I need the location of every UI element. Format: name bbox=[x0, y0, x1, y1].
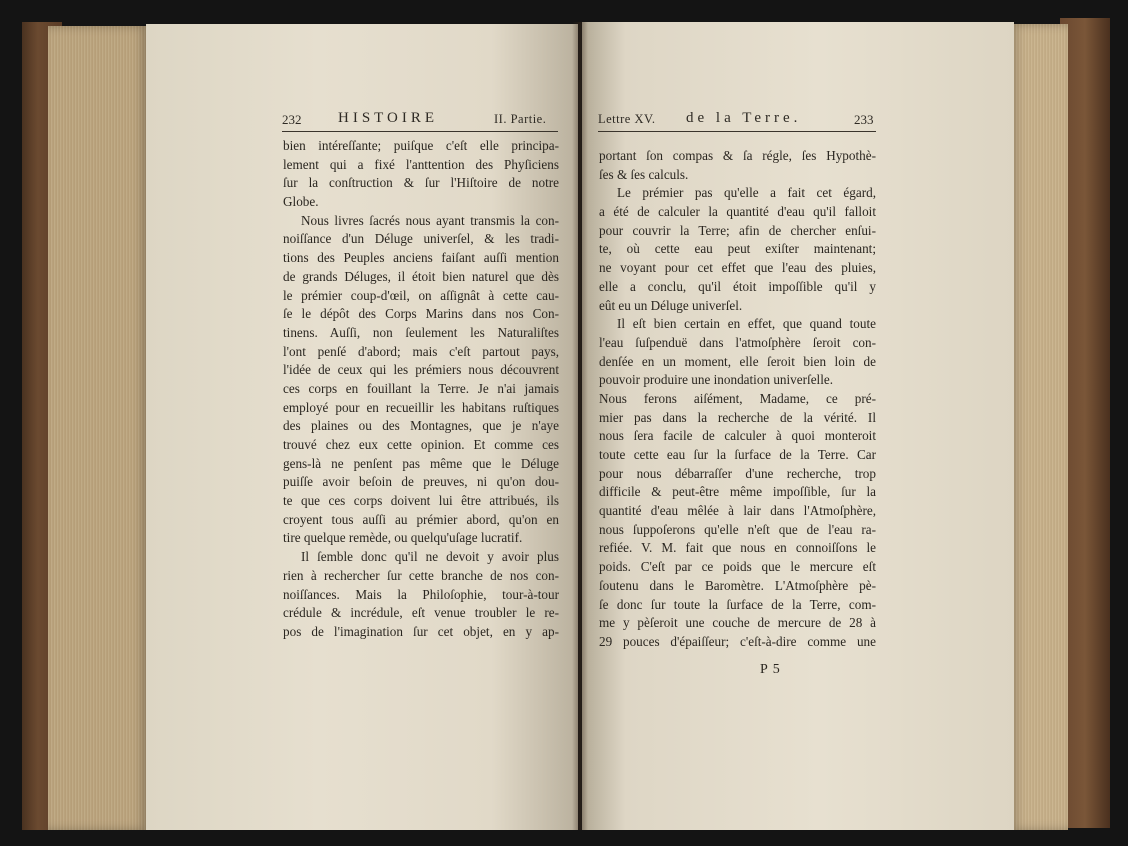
text-line: Nous livres ſacrés nous ayant transmis la con- bbox=[301, 212, 559, 228]
text-line: l'idée de ceux qui les prémiers nous découvrent bbox=[283, 362, 559, 378]
right-running-title: de la Terre. bbox=[686, 110, 802, 126]
text-line: ne voyant pour cet effet que l'eau des pluies, bbox=[599, 260, 876, 276]
left-running-title: HISTOIRE bbox=[338, 110, 439, 126]
text-line: portant ſon compas & ſa régle, ſes Hypothè- bbox=[599, 148, 876, 163]
text-line: crédule & incrédule, eſt venue troubler le re- bbox=[283, 605, 559, 621]
text-line: difficile & peut-être même impoſſible, ſur la bbox=[599, 484, 876, 500]
text-line: employé pour en recueillir les habitans ruſtiques bbox=[283, 399, 559, 415]
text-line: ſur la conſtruction & ſur l'Hiſtoire de notre bbox=[283, 175, 559, 191]
text-line: poids. C'eſt par ce poids que le mercure eſt bbox=[599, 559, 876, 575]
text-line: noiſſances. Mais la Philoſophie, tour-à-tour bbox=[283, 586, 559, 602]
text-line: pouvoir produire une inondation univerſelle. bbox=[599, 372, 834, 388]
text-line: gens-là ne penſent pas même que le Déluge bbox=[283, 455, 559, 471]
signature-mark: P 5 bbox=[760, 662, 781, 677]
text-line: pour nous débarraſſer d'une recherche, trop bbox=[599, 465, 876, 481]
text-line: le prémier coup-d'œil, on aſſignât à cette cau- bbox=[283, 287, 559, 303]
text-line: ſoutenu dans le Baromètre. L'Atmoſphère pè- bbox=[599, 577, 876, 593]
text-line: quantité d'eau mêlée à lair dans l'Atmoſphère, bbox=[599, 503, 876, 519]
text-line: Il ſemble donc qu'il ne devoit y avoir plus bbox=[301, 549, 559, 565]
text-line: te, où cette eau peut exiſter maintenant; bbox=[599, 241, 876, 257]
right-running-head bbox=[598, 110, 878, 132]
text-line: denſée en un moment, elle ſeroit bien loin de bbox=[599, 353, 876, 369]
left-page-text bbox=[283, 137, 559, 642]
text-line: 29 pouces d'épaiſſeur; c'eſt-à-dire comme une bbox=[599, 633, 876, 649]
text-line: rien à rechercher ſur cette branche de nos con- bbox=[283, 567, 559, 583]
book-gutter bbox=[572, 22, 588, 830]
text-line: trouvé chez eux cette opinion. Et comme ces bbox=[283, 437, 559, 452]
text-line: a été de calculer la quantité d'eau qu'il falloit bbox=[599, 204, 876, 220]
left-header-rule bbox=[282, 131, 558, 132]
text-line: Globe. bbox=[283, 194, 319, 210]
text-line: des plaines ou des Montagnes, que je n'aye bbox=[283, 418, 559, 434]
text-line: pos de l'imagination ſur cet objet, en y ap- bbox=[283, 623, 559, 639]
right-page-number: 233 bbox=[854, 112, 874, 127]
text-line: nous ſera facile de calculer à quoi monteroit bbox=[599, 428, 876, 444]
right-header-rule bbox=[598, 131, 876, 132]
text-line: noiſſance d'un Déluge univerſel, & les tradi- bbox=[283, 231, 559, 247]
text-line: te que ces corps doivent lui être attribués, ils bbox=[283, 493, 559, 509]
text-line: refiée. V. M. fait que nous en connoiſſons le bbox=[599, 540, 876, 556]
text-line: ces corps en fouillant la Terre. Je n'ai jamais bbox=[283, 380, 559, 396]
text-line: puiſſe avoir beſoin de preuves, ni qu'on dou- bbox=[283, 474, 559, 490]
text-line: toute cette eau ſur la ſurface de la Terre. Car bbox=[599, 447, 876, 462]
text-line: mier pas dans la recherche de la vérité. Il bbox=[599, 409, 876, 425]
text-line: tinens. Auſſi, non ſeulement les Naturaliſtes bbox=[283, 324, 559, 340]
left-running-head bbox=[282, 110, 556, 132]
text-line: croyent tous auſſi au prémier abord, qu'on en bbox=[283, 511, 559, 527]
text-line: tire quelque remède, ou quelqu'uſage lucratif. bbox=[283, 530, 523, 546]
left-page-edges bbox=[48, 26, 148, 830]
text-line: lement qui a fixé l'anttention des Phyſiciens bbox=[283, 156, 559, 172]
text-line: bien intéreſſante; puiſque c'eſt elle principa- bbox=[283, 138, 559, 153]
text-line: l'ont penſé d'abord; mais c'eſt partout pays, bbox=[283, 343, 559, 359]
text-line: ſe donc ſur toute la ſurface de la Terre, com- bbox=[599, 596, 876, 612]
text-line: nous ſuppoſerons qu'elle n'eſt que de l'eau ra- bbox=[599, 521, 876, 537]
text-line: me y pèſeroit une couche de mercure de 28 à bbox=[599, 615, 876, 631]
text-line: tions des Peuples anciens faiſant auſſi mention bbox=[283, 250, 559, 266]
right-letter-label: Lettre XV. bbox=[598, 112, 656, 126]
text-line: de grands Déluges, il étoit bien naturel que dès bbox=[283, 268, 559, 284]
right-page-text bbox=[599, 147, 876, 652]
text-line: eût eu un Déluge univerſel. bbox=[599, 297, 743, 313]
right-page-edges bbox=[1010, 24, 1068, 830]
text-line: Il eſt bien certain en effet, que quand toute bbox=[617, 316, 876, 332]
left-part-label: II. Partie. bbox=[494, 112, 547, 126]
text-line: pour couvrir la Terre; afin de chercher enſui- bbox=[599, 222, 876, 238]
text-line: Nous ferons aiſément, Madame, ce pré- bbox=[599, 390, 876, 406]
text-line: Le prémier pas qu'elle a fait cet égard, bbox=[617, 185, 876, 201]
text-line: l'eau ſuſpenduë dans l'atmoſphère ſeroit con- bbox=[599, 334, 876, 350]
text-line: ſe le dépôt des Corps Marins dans nos Con- bbox=[283, 306, 559, 322]
text-line: elle a conclu, qu'il étoit impoſſible qu'il y bbox=[599, 278, 876, 294]
text-line: ſes & ſes calculs. bbox=[599, 166, 689, 182]
left-page-number: 232 bbox=[282, 112, 302, 127]
